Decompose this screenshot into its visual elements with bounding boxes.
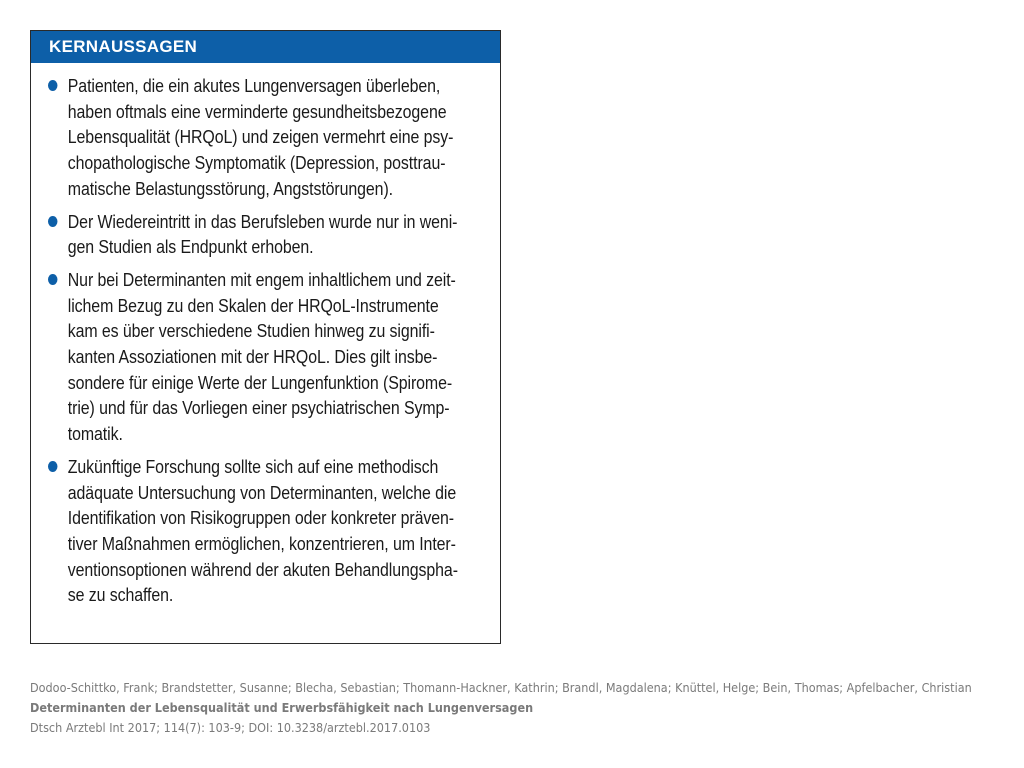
key-statement-2	[48, 209, 496, 260]
statement-line: Nur bei Determinanten mit engem inhaltlichem und zeit-	[67, 268, 456, 290]
statement-line: sondere für einige Werte der Lungenfunktion (Spirome-	[67, 371, 453, 393]
bullet-icon	[48, 274, 57, 285]
key-statement-4	[48, 454, 496, 608]
key-statements-box	[30, 30, 501, 644]
statement-line: kam es über verschiedene Studien hinweg zu signifi-	[67, 320, 435, 342]
statement-line: matische Belastungsstörung, Angststörungen).	[67, 177, 394, 199]
citation	[30, 678, 972, 738]
statement-line: haben oftmals eine verminderte gesundheitsbezogene	[67, 100, 447, 122]
statement-line: tomatik.	[67, 423, 123, 445]
key-statement-1	[48, 73, 496, 202]
statement-line: Patienten, die ein akutes Lungenversagen überleben,	[67, 75, 441, 96]
bullet-icon	[48, 461, 57, 472]
statement-line: Der Wiedereintritt in das Berufsleben wurde nur in weni-	[67, 210, 458, 232]
bullet-icon	[48, 80, 57, 91]
citation-authors: Dodoo-Schittko, Frank; Brandstetter, Susanne; Blecha, Sebastian; Thomann-Hackner, Kathrin; Brandl, Magdalena; Knüttel, Helge; Bein, Thomas; Apfelbacher, Christian	[30, 680, 972, 695]
statement-line: se zu schaffen.	[67, 584, 174, 606]
statement-line: trie) und für das Vorliegen einer psychiatrischen Symp-	[67, 397, 450, 419]
citation-title: Determinanten der Lebensqualität und Erwerbsfähigkeit nach Lungenversagen	[30, 700, 534, 715]
statement-line: Lebensqualität (HRQoL) und zeigen vermehrt eine psy-	[67, 126, 454, 148]
key-statement-3	[48, 267, 496, 447]
citation-source: Dtsch Arztebl Int 2017; 114(7): 103-9; DOI: 10.3238/arztebl.2017.0103	[30, 720, 431, 735]
statement-line: Zukünftige Forschung sollte sich auf eine methodisch	[67, 455, 439, 477]
statement-line: ventionsoptionen während der akuten Behandlungspha-	[67, 558, 458, 580]
statement-line: adäquate Untersuchung von Determinanten, welche die	[67, 481, 457, 503]
key-statements-list	[31, 63, 500, 608]
bullet-icon	[48, 216, 57, 227]
statement-line: chopathologische Symptomatik (Depression, posttrau-	[67, 152, 446, 174]
statement-line: tiver Maßnahmen ermöglichen, konzentrieren, um Inter-	[67, 532, 456, 554]
statement-line: lichem Bezug zu den Skalen der HRQoL-Instrumente	[67, 294, 439, 316]
statement-line: kanten Assoziationen mit der HRQoL. Dies gilt insbe-	[67, 346, 438, 368]
statement-line: Identifikation von Risikogruppen oder konkreter präven-	[67, 507, 454, 529]
box-header: KERNAUSSAGEN	[31, 31, 500, 63]
statement-line: gen Studien als Endpunkt erhoben.	[67, 236, 314, 258]
